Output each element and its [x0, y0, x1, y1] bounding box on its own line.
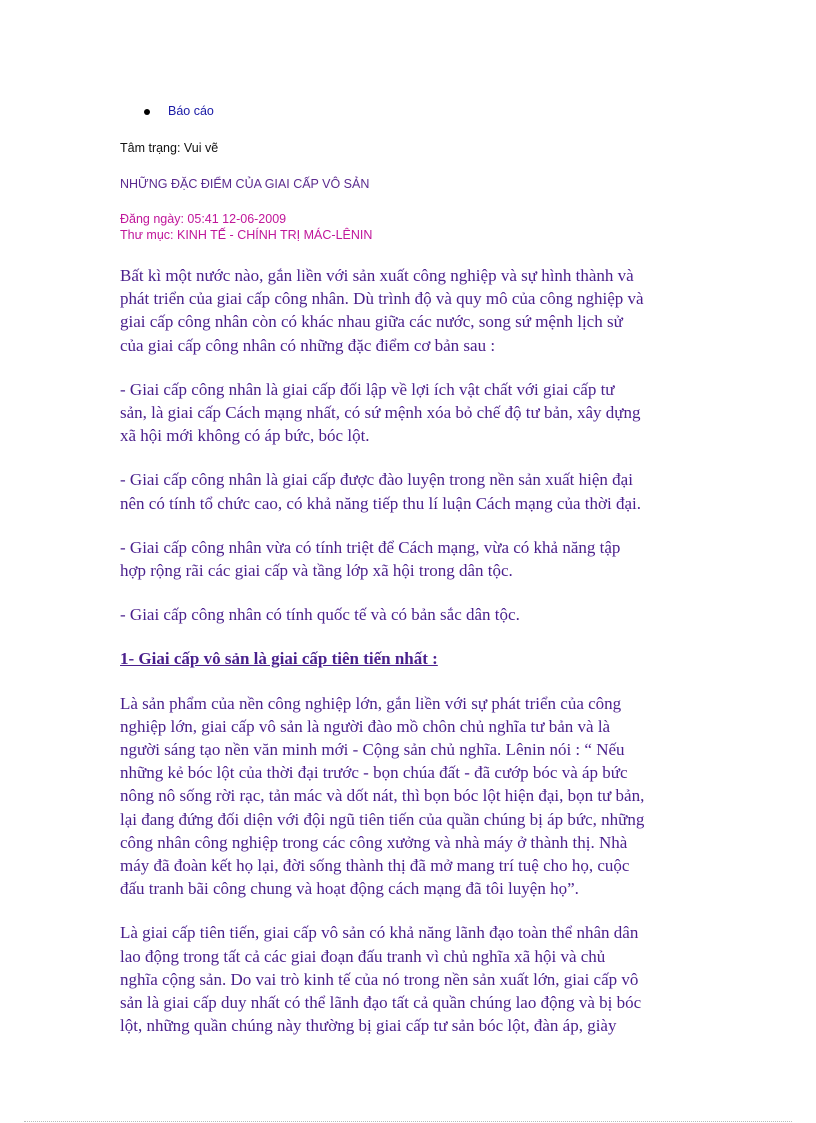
- section-heading: 1- Giai cấp vô sản là giai cấp tiên tiến nhất :: [120, 649, 438, 669]
- posted-line: [120, 211, 372, 227]
- text-line: công nhân công nghiệp trong các công xưởng và nhà máy ở thành thị. Nhà: [120, 832, 628, 852]
- text-line: lao động trong tất cả các giai đoạn đấu tranh vì chủ nghĩa xã hội và chủ: [120, 946, 606, 966]
- posted-value: 05:41 12-06-2009: [187, 212, 287, 226]
- text-line: phát triển của giai cấp công nhân. Dù trình độ và quy mô của công nghiệp và: [120, 289, 644, 309]
- category-label: Thư mục:: [120, 228, 174, 242]
- text-line: - Giai cấp công nhân vừa có tính triệt để Cách mạng, vừa có khả năng tập: [120, 537, 621, 557]
- text-line: sản là giai cấp duy nhất có thể lãnh đạo tất cả quần chúng lao động và bị bóc: [120, 993, 642, 1013]
- article-paragraph: [120, 921, 705, 1037]
- mood-label: Tâm trạng:: [120, 141, 181, 155]
- text-line: Là sản phẩm của nền công nghiệp lớn, gắn liền với sự phát triển của công: [120, 693, 622, 713]
- text-line: của giai cấp công nhân có những đặc điểm cơ bản sau :: [120, 335, 496, 355]
- text-line: xã hội mới không có áp bức, bóc lột.: [120, 426, 370, 446]
- text-line: - Giai cấp công nhân có tính quốc tế và có bản sắc dân tộc.: [120, 605, 520, 625]
- text-line: - Giai cấp công nhân là giai cấp đối lập về lợi ích vật chất với giai cấp tư: [120, 379, 615, 399]
- entry-meta: [120, 211, 372, 243]
- text-line: nghĩa cộng sản. Do vai trò kinh tế của nó trong nền sản xuất lớn, giai cấp vô: [120, 969, 639, 989]
- posted-label: Đăng ngày:: [120, 212, 184, 226]
- page-bottom-divider: [24, 1121, 792, 1122]
- article-paragraph: [120, 378, 705, 448]
- article-paragraph: [120, 264, 705, 357]
- text-line: sản, là giai cấp Cách mạng nhất, có sứ mệnh xóa bỏ chế độ tư bản, xây dựng: [120, 403, 641, 423]
- text-line: lại đang đứng đối diện với đội ngũ tiên tiến của quần chúng bị áp bức, những: [120, 809, 645, 829]
- text-line: - Giai cấp công nhân là giai cấp được đào luyện trong nền sản xuất hiện đại: [120, 470, 633, 490]
- text-line: nghiệp lớn, giai cấp vô sản là người đào mồ chôn chủ nghĩa tư bản và là: [120, 716, 611, 736]
- text-line: hợp rộng rãi các giai cấp và tầng lớp xã hội trong dân tộc.: [120, 561, 513, 581]
- article-paragraph: [120, 468, 705, 514]
- article-body: [120, 264, 705, 1058]
- text-line: nên có tính tổ chức cao, có khả năng tiếp thu lí luận Cách mạng của thời đại.: [120, 493, 641, 513]
- mood-value: Vui vẽ: [183, 141, 219, 155]
- text-line: máy đã đoàn kết họ lại, đời sống thành thị đã mở mang trí tuệ cho họ, cuộc: [120, 856, 630, 876]
- text-line: đấu tranh bãi công chung và hoạt động cách mạng đã tôi luyện họ”.: [120, 879, 579, 899]
- nav-list: [120, 102, 214, 120]
- text-line: lột, những quần chúng này thường bị giai cấp tư sản bóc lột, đàn áp, giày: [120, 1016, 617, 1036]
- mood-line: [120, 139, 218, 157]
- nav-item-label[interactable]: Báo cáo: [168, 104, 214, 118]
- text-line: Là giai cấp tiên tiến, giai cấp vô sản có khả năng lãnh đạo toàn thể nhân dân: [120, 923, 639, 943]
- text-line: những kẻ bóc lột của thời đại trước - bọn chúa đất - đã cướp bóc và áp bức: [120, 763, 628, 783]
- nav-item-bao-cao[interactable]: [120, 102, 214, 120]
- bullet-icon: [144, 109, 150, 115]
- entry-title: NHỮNG ĐẶC ĐIỂM CỦA GIAI CẤP VÔ SẢN: [120, 177, 370, 191]
- article-paragraph: [120, 692, 705, 901]
- text-line: người sáng tạo nền văn minh mới - Cộng sản chủ nghĩa. Lênin nói : “ Nếu: [120, 740, 625, 760]
- text-line: nông nô sống rời rạc, tản mác và dốt nát, thì bọn bóc lột hiện đại, bọn tư bản,: [120, 786, 645, 806]
- category-link[interactable]: KINH TẾ - CHÍNH TRỊ MÁC-LÊNIN: [177, 228, 373, 242]
- text-line: Bất kì một nước nào, gắn liền với sản xuất công nghiệp và sự hình thành và: [120, 266, 634, 285]
- text-line: giai cấp công nhân còn có khác nhau giữa các nước, song sứ mệnh lịch sử: [120, 312, 623, 332]
- article-paragraph: [120, 536, 705, 582]
- category-line: [120, 227, 372, 243]
- article-paragraph: [120, 603, 705, 626]
